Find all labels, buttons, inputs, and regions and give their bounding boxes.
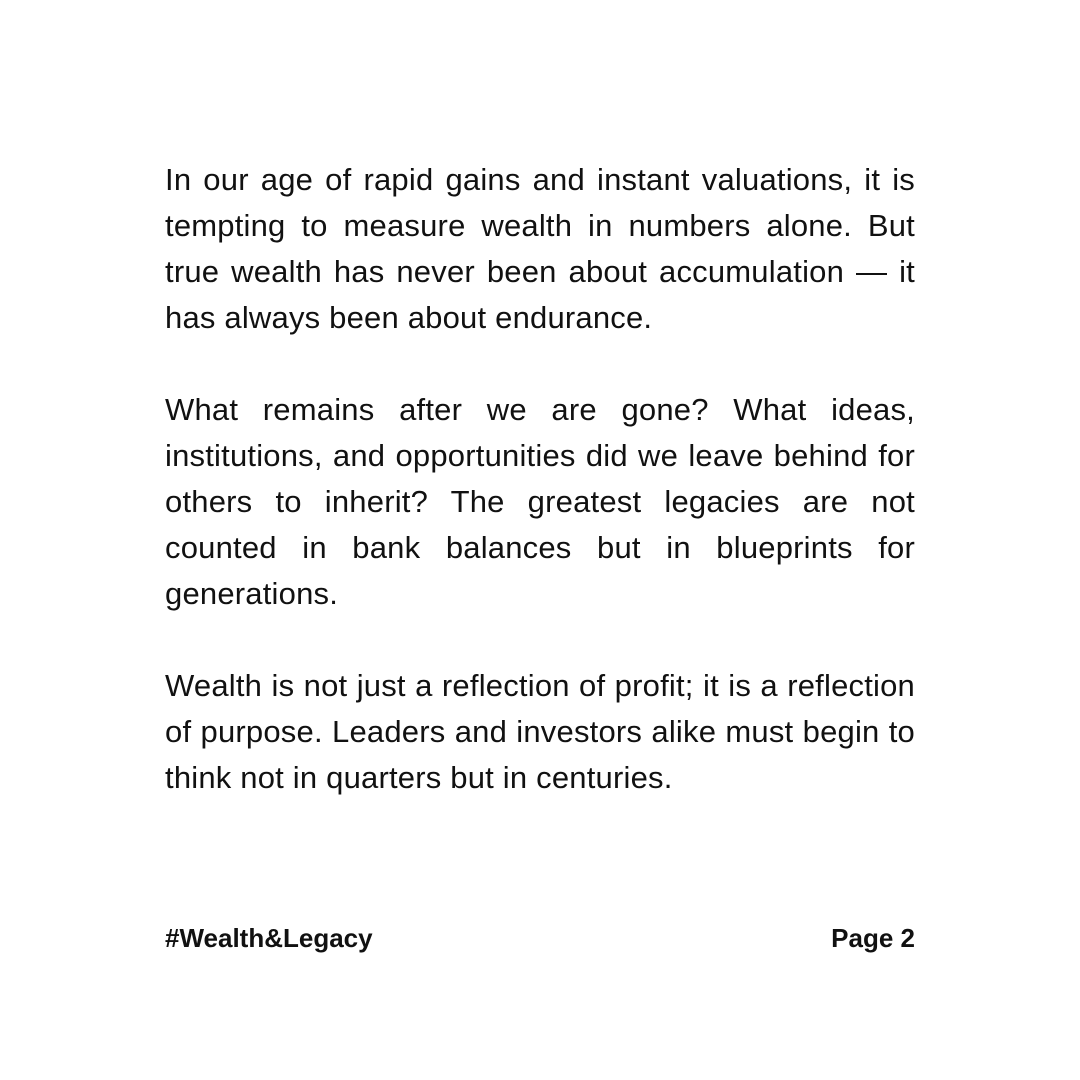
- paragraph-2: What remains after we are gone? What ideas, institutions, and opportunities did we leave behind for others to inherit? The greatest legacies are not counted in bank balances but in blueprints for generations.: [165, 392, 915, 611]
- hashtag: #Wealth&Legacy: [165, 923, 373, 953]
- page-number: Page 2: [831, 923, 915, 953]
- footer: [165, 918, 915, 958]
- body-text: [165, 157, 915, 801]
- paragraph-3: Wealth is not just a reflection of profit; it is a reflection of purpose. Leaders and investors alike must begin to think not in quarters but in centuries.: [165, 668, 915, 795]
- paragraph-1: In our age of rapid gains and instant valuations, it is tempting to measure wealth in numbers alone. But true wealth has never been about accumulation — it has always been about endurance.: [165, 162, 915, 335]
